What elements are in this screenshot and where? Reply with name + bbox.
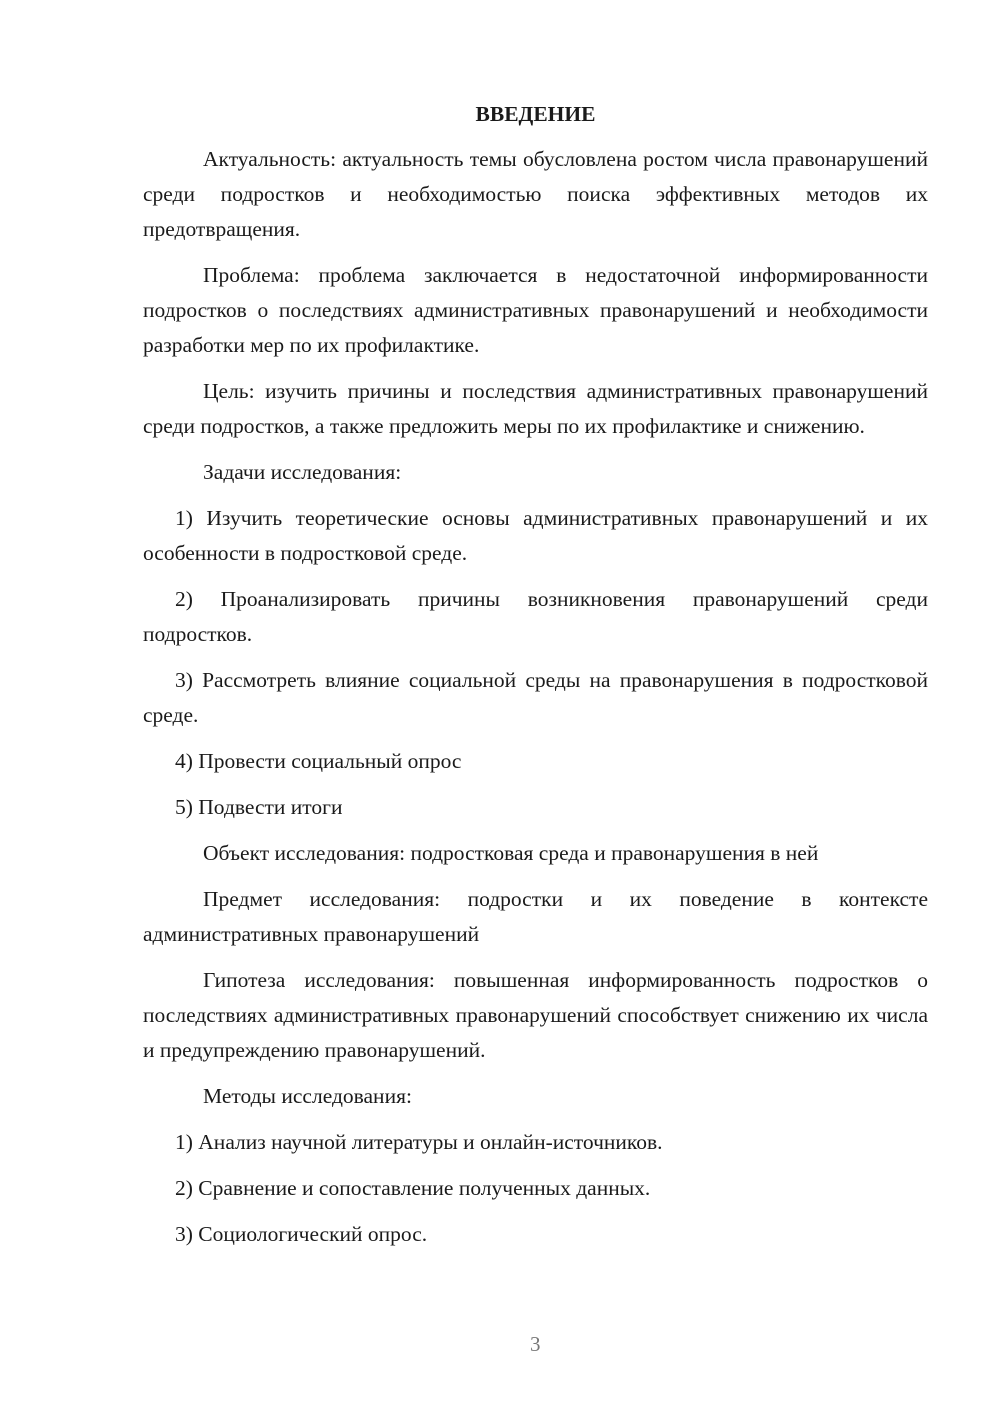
subject-paragraph: Предмет исследования: подростки и их поведение в контексте административных правонарушений [143, 887, 928, 946]
task-item-4: 4) Провести социальный опрос [175, 749, 462, 773]
task-item-3: 3) Рассмотреть влияние социальной среды на правонарушения в подростковой среде. [143, 668, 928, 727]
problem-paragraph: Проблема: проблема заключается в недостаточной информированности подростков о последствиях административных правонарушений и необходимости разработки мер по их профилактике. [143, 263, 928, 357]
relevance-paragraph: Актуальность: актуальность темы обусловлена ростом числа правонарушений среди подростков и необходимостью поиска эффективных методов их предотвращения. [143, 147, 928, 241]
method-item-3: 3) Социологический опрос. [175, 1222, 428, 1246]
task-item-1: 1) Изучить теоретические основы административных правонарушений и их особенности в подростковой среде. [143, 506, 928, 565]
method-item-1: 1) Анализ научной литературы и онлайн-источников. [175, 1130, 663, 1154]
goal-paragraph: Цель: изучить причины и последствия административных правонарушений среди подростков, а также предложить меры по их профилактике и снижению. [143, 379, 928, 438]
method-item-2: 2) Сравнение и сопоставление полученных данных. [175, 1176, 651, 1200]
task-item-5: 5) Подвести итоги [175, 795, 343, 819]
document-body [143, 97, 928, 1263]
hypothesis-paragraph: Гипотеза исследования: повышенная информированность подростков о последствиях административных правонарушений способствует снижению их числа и предупреждению правонарушений. [143, 968, 928, 1062]
task-item-2: 2) Проанализировать причины возникновения правонарушений среди подростков. [143, 587, 928, 646]
tasks-heading: Задачи исследования: [203, 460, 402, 484]
methods-heading: Методы исследования: [203, 1084, 412, 1108]
page-number-label: 3 [530, 1332, 541, 1356]
object-paragraph: Объект исследования: подростковая среда и правонарушения в ней [203, 841, 819, 865]
section-title: ВВЕДЕНИЕ [475, 102, 596, 126]
